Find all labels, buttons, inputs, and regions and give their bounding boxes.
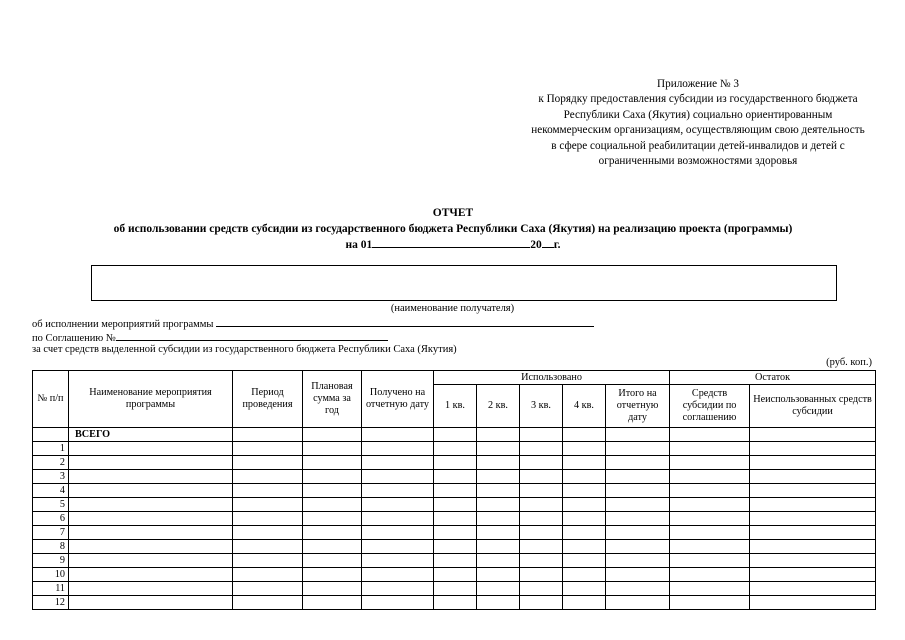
table-cell[interactable]	[69, 596, 233, 610]
table-cell[interactable]	[434, 470, 477, 484]
table-row	[33, 554, 876, 568]
table-cell[interactable]	[563, 470, 606, 484]
table-cell[interactable]	[477, 526, 520, 540]
table-row	[33, 442, 876, 456]
header-q1: 1 кв.	[434, 385, 477, 428]
table-cell[interactable]	[477, 470, 520, 484]
table-cell[interactable]	[750, 568, 876, 582]
table-cell[interactable]	[750, 512, 876, 526]
table-cell[interactable]	[434, 568, 477, 582]
table-cell[interactable]	[69, 484, 233, 498]
table-cell[interactable]	[303, 596, 362, 610]
table-cell[interactable]	[606, 484, 670, 498]
header-rem-unused: Неиспользованных средств субсидии	[750, 385, 876, 428]
table-cell[interactable]	[670, 498, 750, 512]
funding-line: за счет средств выделенной субсидии из государственного бюджета Республики Саха (Якутия)	[32, 344, 457, 355]
row-number: 1	[33, 442, 69, 456]
table-cell[interactable]	[477, 484, 520, 498]
table-cell[interactable]	[69, 498, 233, 512]
report-subtitle: об использовании средств субсидии из государственного бюджета Республики Саха (Якутия) на реализацию проекта (программы)	[113, 222, 793, 235]
table-cell[interactable]	[606, 582, 670, 596]
table-cell[interactable]	[520, 470, 563, 484]
table-row	[33, 498, 876, 512]
table-cell[interactable]	[520, 456, 563, 470]
program-label: об исполнении мероприятий программы	[32, 319, 214, 330]
table-cell[interactable]	[69, 512, 233, 526]
table-cell[interactable]	[520, 442, 563, 456]
table-cell[interactable]	[69, 470, 233, 484]
table-cell[interactable]	[69, 526, 233, 540]
table-cell[interactable]	[233, 540, 303, 554]
table-cell[interactable]	[670, 526, 750, 540]
table-cell[interactable]	[563, 428, 606, 442]
table-cell[interactable]	[69, 568, 233, 582]
table-cell[interactable]	[69, 582, 233, 596]
table-cell[interactable]	[69, 456, 233, 470]
table-cell[interactable]	[520, 498, 563, 512]
table-cell[interactable]	[233, 526, 303, 540]
table-cell[interactable]	[233, 582, 303, 596]
total-label: ВСЕГО	[69, 428, 233, 442]
table-cell[interactable]	[750, 540, 876, 554]
header-planned: Плановая сумма за год	[303, 371, 362, 428]
report-date-prefix: на 01	[345, 239, 373, 251]
table-cell[interactable]	[477, 554, 520, 568]
table-cell[interactable]	[750, 554, 876, 568]
table-cell[interactable]	[563, 568, 606, 582]
recipient-caption: (наименование получателя)	[390, 303, 515, 314]
table-cell[interactable]	[434, 456, 477, 470]
row-number: 6	[33, 512, 69, 526]
table-cell[interactable]	[477, 540, 520, 554]
table-cell[interactable]	[750, 456, 876, 470]
table-cell[interactable]	[303, 498, 362, 512]
header-received: Получено на отчетную дату	[362, 371, 434, 428]
header-rem-agreement: Средств субсидии по соглашению	[670, 385, 750, 428]
table-cell[interactable]	[233, 512, 303, 526]
table-cell[interactable]	[670, 596, 750, 610]
table-cell[interactable]	[520, 596, 563, 610]
table-cell[interactable]	[303, 456, 362, 470]
report-date-suffix: г.	[553, 239, 561, 251]
table-cell[interactable]	[233, 428, 303, 442]
table-cell[interactable]	[477, 512, 520, 526]
table-cell[interactable]	[434, 582, 477, 596]
table-cell[interactable]	[69, 540, 233, 554]
table-cell[interactable]	[670, 582, 750, 596]
program-blank-line[interactable]	[216, 316, 594, 327]
table-cell[interactable]	[434, 554, 477, 568]
table-cell[interactable]	[434, 498, 477, 512]
table-cell[interactable]	[520, 526, 563, 540]
table-row	[33, 484, 876, 498]
agreement-label: по Соглашению №	[32, 333, 116, 344]
report-date-year: 20	[530, 239, 542, 251]
table-cell[interactable]	[362, 456, 434, 470]
report-table	[32, 370, 876, 610]
table-cell[interactable]	[362, 582, 434, 596]
header-q4: 4 кв.	[563, 385, 606, 428]
table-row	[33, 526, 876, 540]
table-cell[interactable]	[477, 428, 520, 442]
table-row	[33, 456, 876, 470]
table-cell[interactable]	[477, 582, 520, 596]
table-cell[interactable]	[670, 428, 750, 442]
table-cell[interactable]	[362, 568, 434, 582]
table-cell[interactable]	[233, 442, 303, 456]
table-cell[interactable]	[434, 442, 477, 456]
table-cell[interactable]	[606, 526, 670, 540]
program-line	[32, 316, 594, 330]
table-cell[interactable]	[434, 512, 477, 526]
table-cell[interactable]	[606, 442, 670, 456]
table-cell[interactable]	[362, 540, 434, 554]
table-cell[interactable]	[750, 526, 876, 540]
row-number: 12	[33, 596, 69, 610]
table-cell[interactable]	[303, 428, 362, 442]
table-cell[interactable]	[362, 484, 434, 498]
table-cell[interactable]	[520, 428, 563, 442]
header-remainder: Остаток	[670, 371, 876, 385]
header-used: Использовано	[434, 371, 670, 385]
table-cell[interactable]	[670, 470, 750, 484]
table-cell[interactable]	[303, 568, 362, 582]
table-row	[33, 540, 876, 554]
table-cell[interactable]	[606, 596, 670, 610]
table-cell[interactable]	[563, 596, 606, 610]
table-cell[interactable]	[303, 540, 362, 554]
table-cell[interactable]	[303, 442, 362, 456]
table-cell[interactable]	[362, 428, 434, 442]
table-cell[interactable]	[434, 428, 477, 442]
table-cell[interactable]	[606, 540, 670, 554]
table-cell[interactable]	[750, 442, 876, 456]
table-cell[interactable]	[563, 582, 606, 596]
table-cell[interactable]	[233, 568, 303, 582]
table-cell[interactable]	[303, 526, 362, 540]
agreement-line	[32, 330, 388, 344]
table-cell[interactable]	[750, 484, 876, 498]
header-num: № п/п	[33, 371, 69, 428]
table-cell[interactable]	[69, 554, 233, 568]
row-number: 5	[33, 498, 69, 512]
table-cell[interactable]	[670, 442, 750, 456]
table-cell[interactable]	[606, 498, 670, 512]
row-number: 7	[33, 526, 69, 540]
row-number: 3	[33, 470, 69, 484]
table-cell[interactable]	[670, 456, 750, 470]
row-number: 8	[33, 540, 69, 554]
table-cell[interactable]	[670, 554, 750, 568]
table-cell[interactable]	[362, 470, 434, 484]
table-cell[interactable]	[520, 582, 563, 596]
table-cell[interactable]	[563, 540, 606, 554]
table-cell[interactable]	[750, 582, 876, 596]
table-cell[interactable]	[434, 596, 477, 610]
row-number: 9	[33, 554, 69, 568]
report-title: ОТЧЕТ	[432, 207, 474, 219]
table-cell[interactable]	[670, 484, 750, 498]
table-cell[interactable]	[303, 554, 362, 568]
table-cell[interactable]	[520, 554, 563, 568]
table-cell[interactable]	[563, 442, 606, 456]
row-number: 4	[33, 484, 69, 498]
table-cell[interactable]	[670, 568, 750, 582]
total-num-cell	[33, 428, 69, 442]
table-row	[33, 568, 876, 582]
table-cell[interactable]	[520, 512, 563, 526]
table-row	[33, 596, 876, 610]
table-cell[interactable]	[362, 596, 434, 610]
table-cell[interactable]	[750, 596, 876, 610]
table-cell[interactable]	[750, 498, 876, 512]
row-number: 11	[33, 582, 69, 596]
table-cell[interactable]	[606, 512, 670, 526]
header-q2: 2 кв.	[477, 385, 520, 428]
row-number: 10	[33, 568, 69, 582]
currency-unit-label: (руб. коп.)	[826, 357, 872, 368]
year-blank-line	[542, 237, 554, 248]
table-cell[interactable]	[233, 484, 303, 498]
table-cell[interactable]	[434, 540, 477, 554]
date-blank-line	[372, 237, 530, 248]
table-cell[interactable]	[563, 484, 606, 498]
table-cell[interactable]	[362, 512, 434, 526]
table-cell[interactable]	[233, 498, 303, 512]
table-cell[interactable]	[477, 456, 520, 470]
table-cell[interactable]	[303, 512, 362, 526]
table-cell[interactable]	[563, 456, 606, 470]
table-cell[interactable]	[233, 470, 303, 484]
table-row	[33, 582, 876, 596]
table-cell[interactable]	[477, 596, 520, 610]
table-cell[interactable]	[606, 470, 670, 484]
table-cell[interactable]	[303, 582, 362, 596]
table-cell[interactable]	[362, 498, 434, 512]
table-cell[interactable]	[477, 498, 520, 512]
report-date-line	[20, 237, 886, 254]
agreement-blank-line[interactable]	[116, 330, 388, 341]
recipient-name-field[interactable]	[91, 265, 837, 301]
table-cell[interactable]	[362, 442, 434, 456]
header-name: Наименование мероприятия программы	[69, 371, 233, 428]
annex-text: к Порядку предоставления субсидии из государственного бюджета Республики Саха (Якутия) социально ориентированным некоммерческим организациям, осуществляющим свою деятельность в сфере социальной реабилитации детей-инвалидов и детей с ограниченными возможностями здоровья	[531, 93, 865, 168]
table-cell[interactable]	[563, 526, 606, 540]
header-period: Период проведения	[233, 371, 303, 428]
table-cell[interactable]	[233, 456, 303, 470]
table-cell[interactable]	[670, 512, 750, 526]
annex-block	[530, 77, 866, 169]
table-cell[interactable]	[233, 554, 303, 568]
table-cell[interactable]	[434, 526, 477, 540]
table-cell[interactable]	[520, 568, 563, 582]
table-row	[33, 470, 876, 484]
table-cell[interactable]	[606, 568, 670, 582]
table-cell[interactable]	[750, 428, 876, 442]
table-cell[interactable]	[563, 512, 606, 526]
table-row	[33, 512, 876, 526]
total-row	[33, 428, 876, 442]
table-cell[interactable]	[606, 456, 670, 470]
table-cell[interactable]	[520, 540, 563, 554]
table-cell[interactable]	[362, 554, 434, 568]
table-cell[interactable]	[563, 498, 606, 512]
table-cell[interactable]	[69, 442, 233, 456]
table-cell[interactable]	[606, 554, 670, 568]
table-cell[interactable]	[606, 428, 670, 442]
table-cell[interactable]	[233, 596, 303, 610]
table-cell[interactable]	[670, 540, 750, 554]
row-number: 2	[33, 456, 69, 470]
table-cell[interactable]	[520, 484, 563, 498]
header-q3: 3 кв.	[520, 385, 563, 428]
header-used-total: Итого на отчетную дату	[606, 385, 670, 428]
table-cell[interactable]	[362, 526, 434, 540]
report-heading	[20, 206, 886, 254]
table-cell[interactable]	[477, 568, 520, 582]
table-cell[interactable]	[434, 484, 477, 498]
table-cell[interactable]	[303, 470, 362, 484]
table-cell[interactable]	[750, 470, 876, 484]
table-cell[interactable]	[303, 484, 362, 498]
table-cell[interactable]	[563, 554, 606, 568]
table-cell[interactable]	[477, 442, 520, 456]
annex-title: Приложение № 3	[657, 78, 739, 90]
